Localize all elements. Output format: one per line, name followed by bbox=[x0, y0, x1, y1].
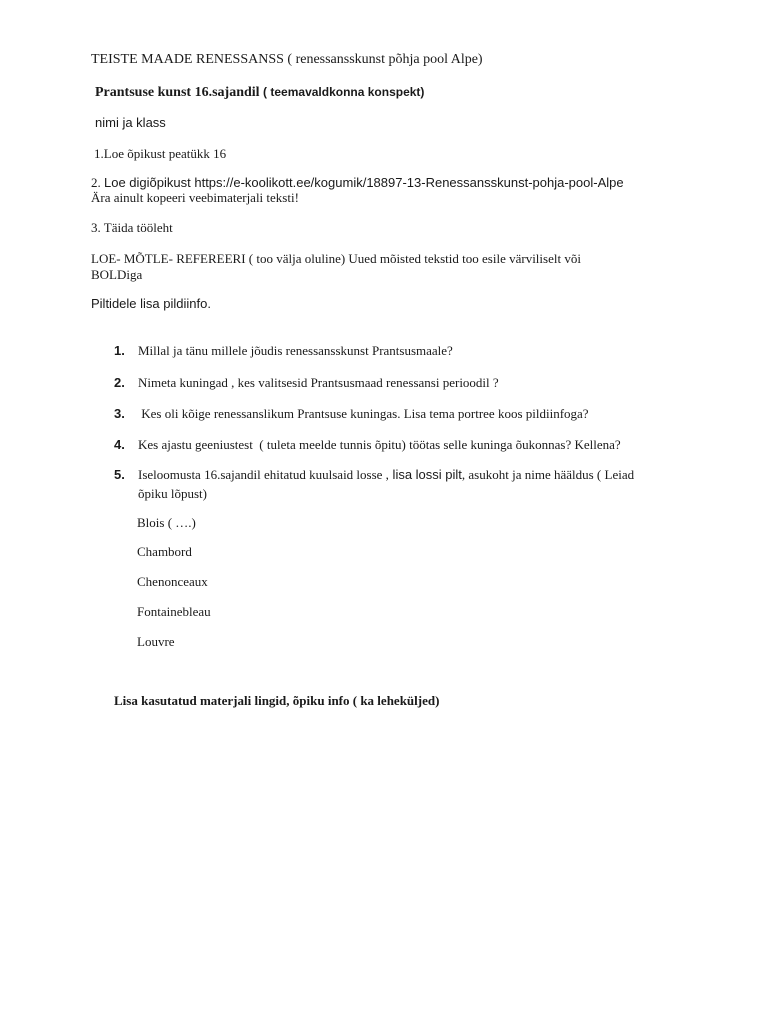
step-1: 1.Loe õpikust peatükk 16 bbox=[94, 146, 227, 161]
step-2 bbox=[91, 175, 624, 191]
question-2-number: 2. bbox=[114, 375, 125, 390]
step-2-label: Loe digiõpikust bbox=[104, 175, 191, 190]
picture-info-note: Piltidele lisa pildiinfo. bbox=[91, 296, 211, 311]
castle-item: Louvre bbox=[137, 634, 175, 649]
question-1-number: 1. bbox=[114, 343, 125, 358]
name-and-class-line: nimi ja klass bbox=[95, 115, 166, 130]
instruction-line-1: LOE- MÕTLE- REFEREERI ( too välja oluline) Uued mõisted tekstid too esile värviliselt või bbox=[91, 251, 581, 266]
document-title: TEISTE MAADE RENESSANSS ( renessansskunst põhja pool Alpe) bbox=[91, 52, 483, 67]
question-5-part-c: , asukoht ja nime hääldus ( Leiad bbox=[461, 467, 635, 482]
question-5-number: 5. bbox=[114, 467, 125, 482]
footer-note: Lisa kasutatud materjali lingid, õpiku info ( ka leheküljed) bbox=[114, 693, 440, 708]
question-5-continuation: õpiku lõpust) bbox=[138, 486, 207, 501]
question-5-text bbox=[138, 467, 698, 483]
question-2-text: Nimeta kuningad , kes valitsesid Prantsusmaad renessansi perioodil ? bbox=[138, 375, 499, 390]
question-5-part-a: Iseloomusta 16.sajandil ehitatud kuulsaid losse , bbox=[138, 467, 389, 482]
step-2-warning: Ära ainult kopeeri veebimaterjali teksti! bbox=[91, 190, 299, 205]
castle-item: Chenonceaux bbox=[137, 574, 208, 589]
castle-item: Chambord bbox=[137, 544, 192, 559]
subtitle-note: ( teemavaldkonna konspekt) bbox=[263, 85, 425, 99]
question-4-number: 4. bbox=[114, 437, 125, 452]
step-2-link[interactable]: https://e-koolikott.ee/kogumik/18897-13-Renessansskunst-pohja-pool-Alpe bbox=[190, 175, 624, 190]
castle-item: Blois ( ….) bbox=[137, 515, 196, 530]
instruction-line-2: BOLDiga bbox=[91, 267, 143, 282]
question-3-text: Kes oli kõige renessanslikum Prantsuse kuningas. Lisa tema portree koos pildiinfoga? bbox=[138, 406, 589, 421]
document-subtitle bbox=[95, 84, 424, 101]
step-2-number: 2. bbox=[91, 175, 104, 190]
step-3: 3. Täida tööleht bbox=[91, 220, 173, 235]
question-4-text: Kes ajastu geeniustest ( tuleta meelde tunnis õpitu) töötas selle kuninga õukonnas? Kellena? bbox=[138, 437, 621, 452]
question-5-part-b: lisa lossi pilt bbox=[388, 467, 462, 482]
castle-item: Fontainebleau bbox=[137, 604, 211, 619]
question-1-text: Millal ja tänu millele jõudis renessansskunst Prantsusmaale? bbox=[138, 343, 453, 358]
subtitle-main: Prantsuse kunst 16.sajandil bbox=[95, 85, 260, 100]
question-3-number: 3. bbox=[114, 406, 125, 421]
